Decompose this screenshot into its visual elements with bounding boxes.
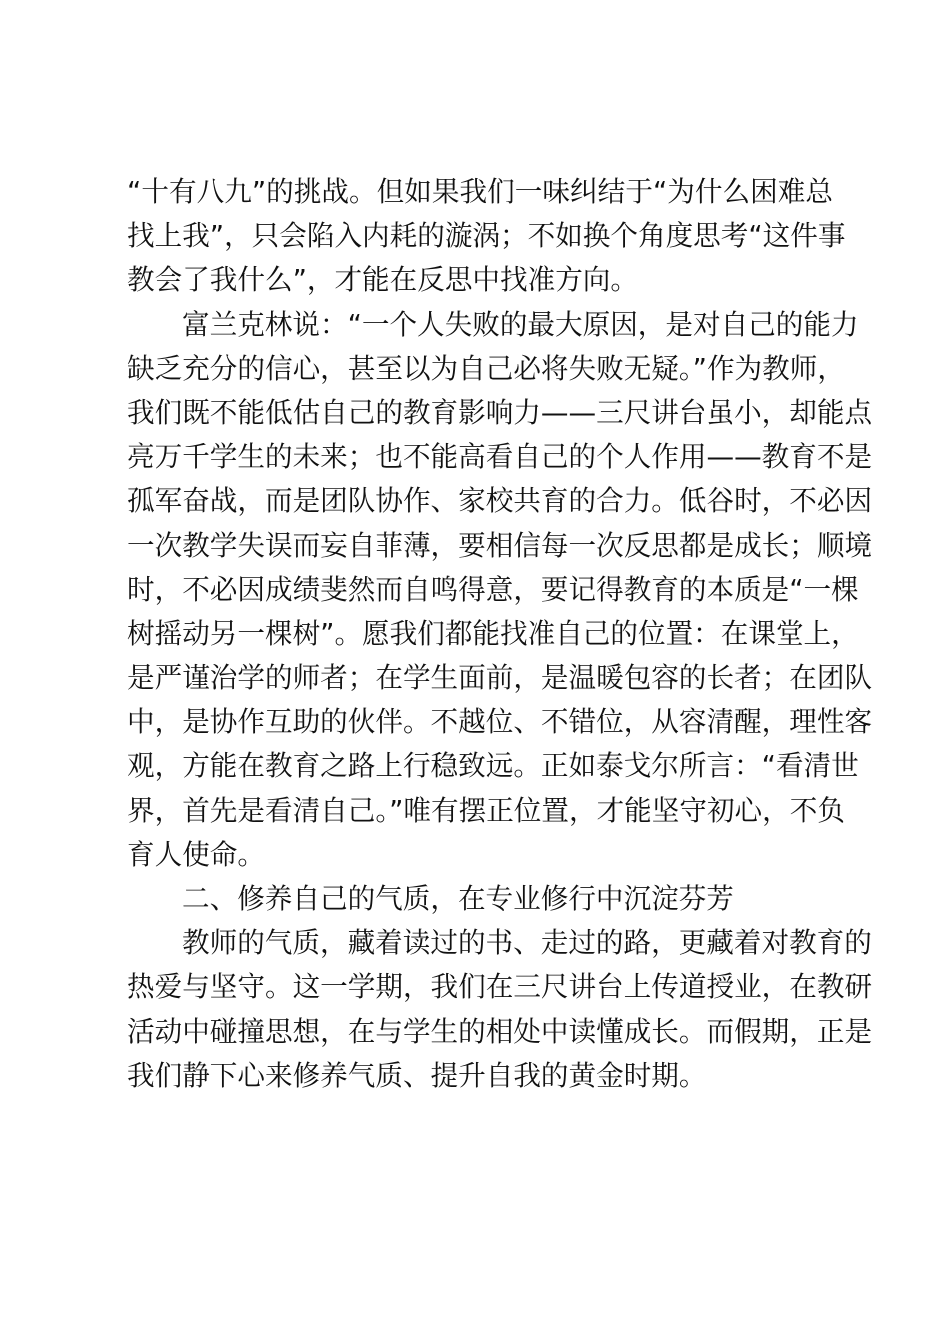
document-body bbox=[127, 170, 873, 1098]
text-line: 我们既不能低估自己的教育影响力——三尺讲台虽小，却能点 bbox=[127, 395, 873, 429]
paragraph-teacher-temperament bbox=[127, 921, 873, 1098]
paragraph-continuation bbox=[127, 170, 846, 303]
text-line: 界，首先是看清自己。”唯有摆正位置，才能坚守初心，不负 bbox=[127, 793, 845, 827]
text-line: 找上我”，只会陷入内耗的漩涡；不如换个角度思考“这件事 bbox=[127, 219, 846, 253]
text-line: 亮万千学生的未来；也不能高看自己的个人作用——教育不是 bbox=[127, 440, 873, 474]
text-line: 缺乏充分的信心，甚至以为自己必将失败无疑。”作为教师， bbox=[127, 351, 845, 385]
text-line: 我们静下心来修养气质、提升自我的黄金时期。 bbox=[127, 1058, 707, 1092]
text-line: 教师的气质，藏着读过的书、走过的路，更藏着对教育的 bbox=[182, 926, 872, 960]
text-line: 树摇动另一棵树”。愿我们都能找准自己的位置：在课堂上， bbox=[127, 616, 859, 650]
section-heading bbox=[127, 877, 833, 921]
text-line: 是严谨治学的师者；在学生面前，是温暖包容的长者；在团队 bbox=[127, 661, 873, 695]
text-line: 观，方能在教育之路上行稳致远。正如泰戈尔所言：“看清世 bbox=[127, 749, 859, 783]
text-line: 活动中碰撞思想，在与学生的相处中读懂成长。而假期，正是 bbox=[127, 1014, 873, 1048]
text-line: 一次教学失误而妄自菲薄，要相信每一次反思都是成长；顺境 bbox=[127, 528, 873, 562]
text-line: 孤军奋战，而是团队协作、家校共育的合力。低谷时，不必因 bbox=[127, 484, 873, 518]
text-line: 育人使命。 bbox=[127, 837, 265, 871]
text-line: 时，不必因成绩斐然而自鸣得意，要记得教育的本质是“一棵 bbox=[127, 572, 859, 606]
text-line: 热爱与坚守。这一学期，我们在三尺讲台上传道授业，在教研 bbox=[127, 970, 873, 1004]
text-line: 教会了我什么”，才能在反思中找准方向。 bbox=[127, 263, 638, 297]
section-heading-text: 二、修养自己的气质，在专业修行中沉淀芬芳 bbox=[182, 882, 734, 915]
paragraph-franklin-quote bbox=[127, 303, 873, 877]
text-line: 中，是协作互助的伙伴。不越位、不错位，从容清醒，理性客 bbox=[127, 705, 873, 739]
text-line: 富兰克林说：“一个人失败的最大原因，是对自己的能力 bbox=[182, 307, 859, 341]
text-line: “十有八九”的挑战。但如果我们一味纠结于“为什么困难总 bbox=[127, 175, 833, 208]
